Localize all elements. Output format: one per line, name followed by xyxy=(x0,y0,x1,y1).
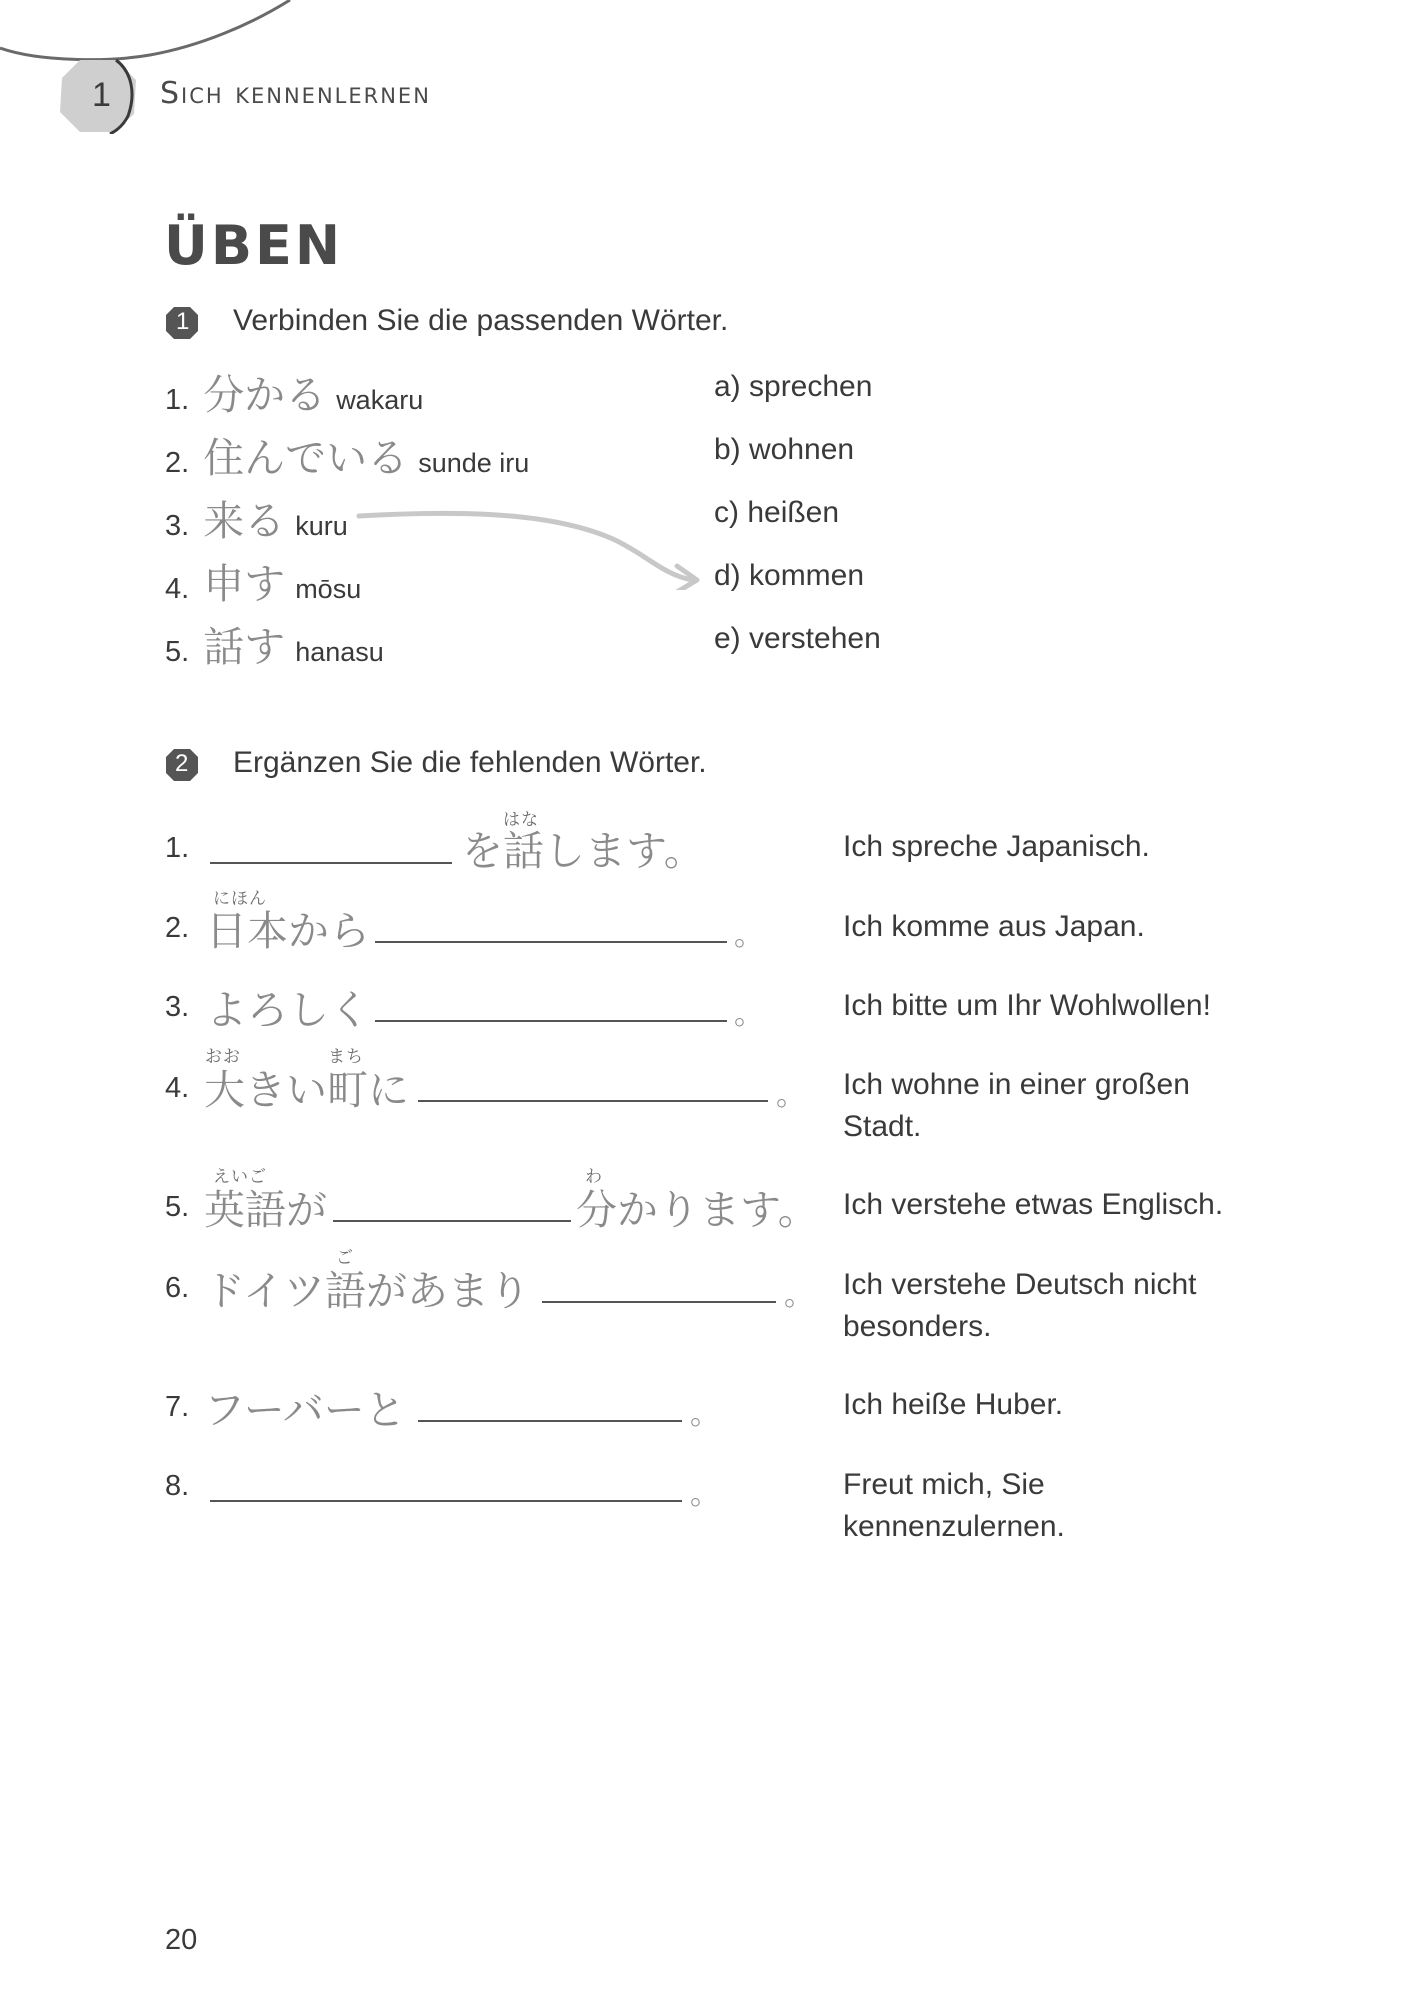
chapter-number: 1 xyxy=(92,76,111,114)
answer-blank[interactable] xyxy=(418,1420,682,1422)
answer-option: e) verstehen xyxy=(714,622,881,655)
answer-option: b) wohnen xyxy=(714,433,855,466)
answer-option: d) kommen xyxy=(714,559,865,592)
example-connection-arrow xyxy=(355,500,715,590)
list-item: 1. 分かる wakaru xyxy=(165,371,424,419)
answer-option: c) heißen xyxy=(714,496,840,529)
answer-blank[interactable] xyxy=(542,1301,776,1303)
chapter-title: Sich kennenlernen xyxy=(160,76,431,111)
answer-option: a) sprechen xyxy=(714,370,873,403)
exercise-1-instruction: Verbinden Sie die passenden Wörter. xyxy=(233,304,729,337)
answer-blank[interactable] xyxy=(210,1500,682,1502)
section-title: ÜBEN xyxy=(164,214,344,277)
exercise-2-instruction: Ergänzen Sie die fehlenden Wörter. xyxy=(233,746,707,779)
exercise-2-number: 2 xyxy=(175,750,189,777)
list-item: 2. 住んでいる sunde iru xyxy=(165,434,530,482)
chapter-badge xyxy=(58,58,138,134)
page-number: 20 xyxy=(165,1924,198,1956)
answer-blank[interactable] xyxy=(418,1100,768,1102)
list-item: 3. 来る kuru xyxy=(165,497,348,545)
answer-blank[interactable] xyxy=(210,862,452,864)
answer-blank[interactable] xyxy=(333,1220,571,1222)
answer-blank[interactable] xyxy=(375,941,727,943)
list-item: 4. 申す mōsu xyxy=(165,560,362,608)
header-decoration-line xyxy=(0,0,320,70)
answer-blank[interactable] xyxy=(375,1020,727,1022)
exercise-1-number: 1 xyxy=(176,308,190,335)
list-item: 5. 話す hanasu xyxy=(165,623,384,671)
